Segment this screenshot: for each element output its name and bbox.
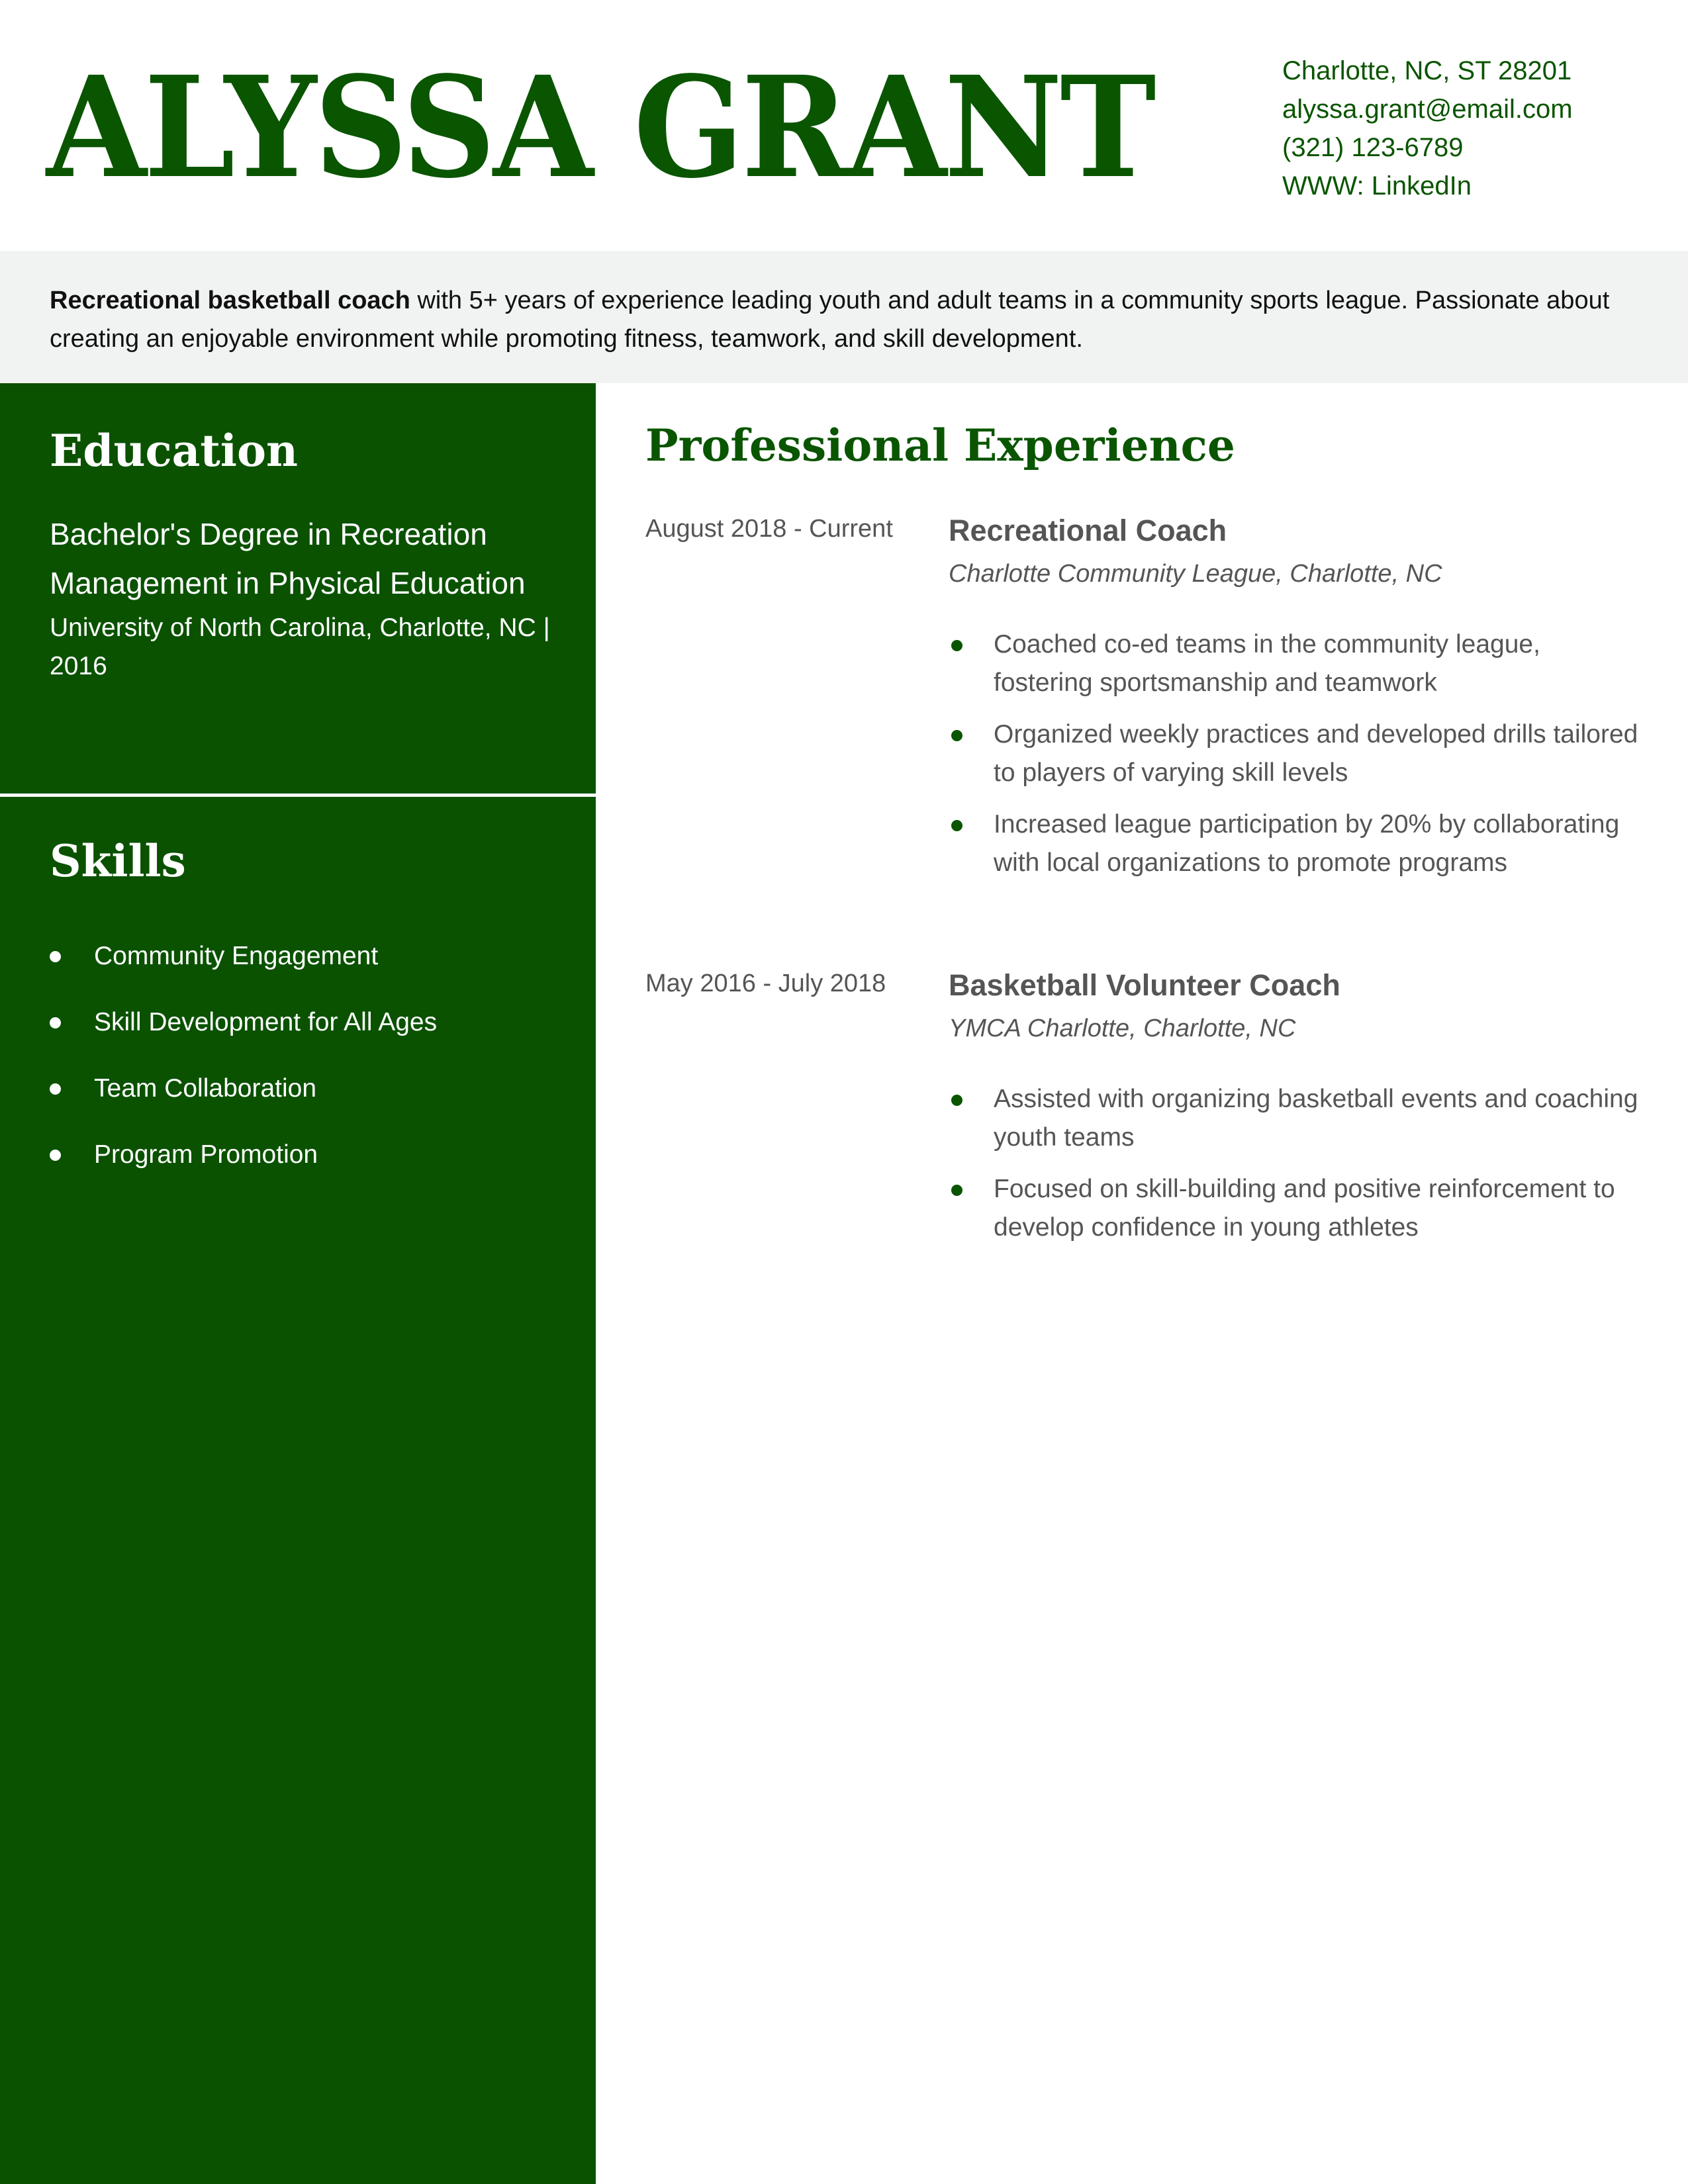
summary-text xyxy=(50,281,1652,358)
summary-lead: Recreational basketball coach xyxy=(50,287,410,314)
job-organization: YMCA Charlotte, Charlotte, NC xyxy=(949,1015,1296,1042)
job-dates: May 2016 - July 2018 xyxy=(645,970,886,997)
job-bullets xyxy=(949,625,1644,895)
skills-heading: Skills xyxy=(50,835,186,887)
job-title: Recreational Coach xyxy=(949,514,1227,547)
summary-body: with 5+ years of experience leading youth and adult teams in a community sports league. Passionate about creating an enjoyable environment while promoting fitness, teamwork, and skill development. xyxy=(50,287,1610,353)
bullet-text: Focused on skill-building and positive reinforcement to develop confidence in young athletes xyxy=(994,1175,1615,1242)
bullet-icon xyxy=(50,1150,61,1161)
bullet-text: Increased league participation by 20% by collaborating with local organizations to promote programs xyxy=(994,810,1620,877)
resume-header xyxy=(0,0,1688,251)
education-degree: Bachelor's Degree in Recreation Management in Physical Education xyxy=(50,517,526,600)
summary-section xyxy=(0,251,1688,383)
job-dates: August 2018 - Current xyxy=(645,515,893,543)
skill-item xyxy=(50,1122,437,1188)
skills-list xyxy=(50,923,437,1188)
experience-heading: Professional Experience xyxy=(645,420,1235,471)
skill-item xyxy=(50,989,437,1056)
bullet-icon xyxy=(50,1083,61,1095)
job-organization: Charlotte Community League, Charlotte, NC xyxy=(949,560,1442,588)
bullet-icon xyxy=(951,1095,962,1106)
job-bullet xyxy=(949,1170,1644,1247)
contact-info xyxy=(1282,52,1573,205)
bullet-text: Coached co-ed teams in the community league, fostering sportsmanship and teamwork xyxy=(994,630,1540,697)
skill-item xyxy=(50,1056,437,1122)
bullet-icon xyxy=(50,951,61,962)
education-school: University of North Carolina, Charlotte, NC | 2016 xyxy=(50,614,550,680)
skill-item xyxy=(50,923,437,989)
contact-phone: (321) 123-6789 xyxy=(1282,133,1464,162)
bullet-text: Assisted with organizing basketball events and coaching youth teams xyxy=(994,1085,1638,1152)
skill-label: Community Engagement xyxy=(94,942,379,970)
candidate-name: ALYSSA GRANT xyxy=(46,46,1154,209)
contact-email[interactable]: alyssa.grant@email.com xyxy=(1282,95,1573,124)
bullet-text: Organized weekly practices and developed drills tailored to players of varying skill levels xyxy=(994,720,1638,787)
sidebar-divider xyxy=(0,794,596,797)
bullet-icon xyxy=(50,1017,61,1028)
skill-label: Team Collaboration xyxy=(94,1074,317,1103)
bullet-icon xyxy=(951,1185,962,1196)
bullet-icon xyxy=(951,640,962,651)
job-bullet xyxy=(949,625,1644,702)
job-bullets xyxy=(949,1080,1644,1260)
contact-website[interactable]: WWW: LinkedIn xyxy=(1282,171,1472,201)
skill-label: Skill Development for All Ages xyxy=(94,1008,438,1036)
skill-label: Program Promotion xyxy=(94,1140,318,1169)
contact-address: Charlotte, NC, ST 28201 xyxy=(1282,56,1572,85)
job-bullet xyxy=(949,805,1644,882)
bullet-icon xyxy=(951,730,962,741)
job-bullet xyxy=(949,1080,1644,1157)
bullet-icon xyxy=(951,820,962,831)
education-heading: Education xyxy=(50,425,298,477)
job-bullet xyxy=(949,715,1644,792)
job-title: Basketball Volunteer Coach xyxy=(949,968,1340,1002)
